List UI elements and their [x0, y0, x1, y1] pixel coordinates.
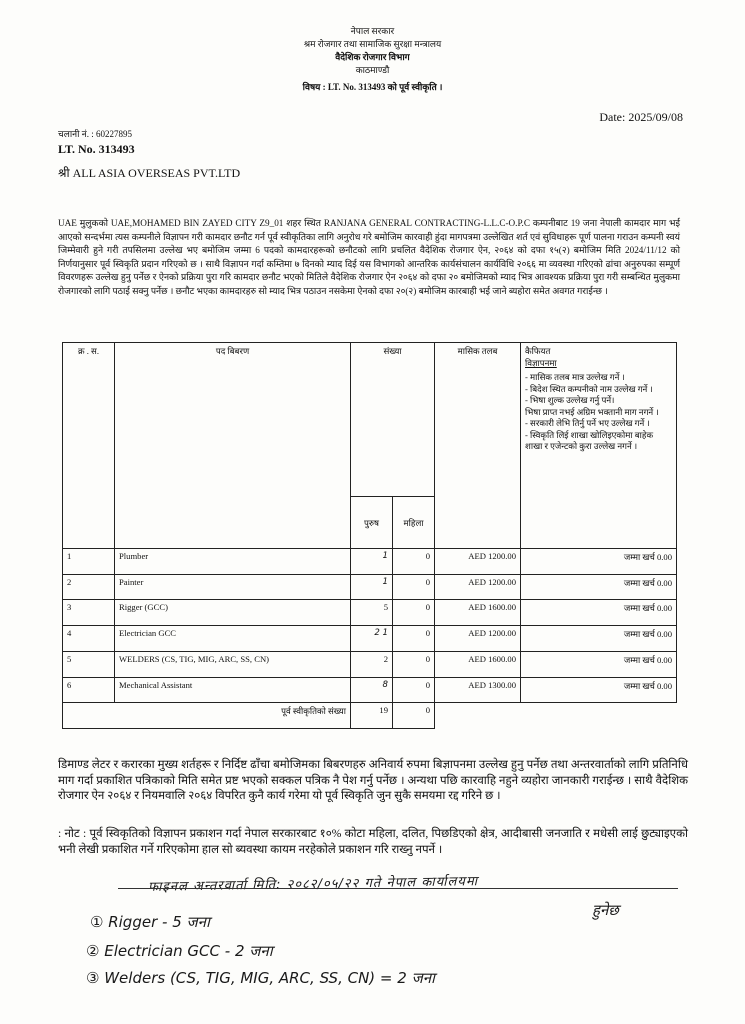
remark-item: - बिदेश स्थित कम्पनीको नाम उल्लेख गर्ने ।: [525, 383, 653, 394]
row-post: Plumber: [115, 549, 351, 575]
handwritten-signature: हुनेछ: [592, 901, 619, 919]
handwritten-underline: [118, 888, 678, 889]
row-male: 1: [351, 574, 393, 600]
row-male: 5: [351, 600, 393, 626]
row-female: 0: [393, 626, 435, 652]
remarks-title: विज्ञापनमा: [525, 358, 557, 368]
row-post: Mechanical Assistant: [115, 677, 351, 703]
job-table: [62, 342, 677, 729]
row-remark: जम्मा खर्च 0.00: [521, 651, 677, 677]
remark-item: भिषा प्राप्त नभई अग्रिम भक्तानी माग नगर्ने ।: [525, 406, 659, 417]
total-row: [63, 703, 677, 729]
empty-cell: [435, 703, 521, 729]
row-sn: 3: [63, 600, 115, 626]
row-salary: AED 1200.00: [435, 549, 521, 575]
header-female: महिला: [393, 497, 435, 549]
row-remark: जम्मा खर्च 0.00: [521, 549, 677, 575]
handwritten-item-rigger: ① Rigger - 5 जना: [90, 913, 210, 931]
remark-item: - स्विकृति लिई शाखा खोलिइएकोमा बाहेक शाखा र एजेन्टको कुरा उल्लेख नगर्ने ।: [525, 429, 654, 451]
chalani-number: चलानी नं. : 60227895: [58, 129, 132, 139]
header-post: पद बिबरण: [115, 343, 351, 549]
row-salary: AED 1600.00: [435, 651, 521, 677]
remark-item: - सरकारी लेभि तिर्नु पर्ने भए उल्लेख गर्ने ।: [525, 418, 650, 428]
letter-date: Date: 2025/09/08: [599, 110, 683, 124]
table-row: [63, 677, 677, 703]
row-post: Electrician GCC: [115, 626, 351, 652]
table-row: [63, 651, 677, 677]
row-female: 0: [393, 677, 435, 703]
row-remark: जम्मा खर्च 0.00: [521, 574, 677, 600]
row-post: Painter: [115, 574, 351, 600]
lt-number: LT. No. 313493: [58, 142, 135, 156]
total-label: पूर्व स्वीकृतिको संख्या: [63, 703, 351, 729]
remark-item: - भिषा शुल्क उल्लेख गर्नु पर्ने।: [525, 395, 615, 405]
header-department: वैदेशिक रोजगार विभाग: [335, 52, 410, 62]
table-row: [63, 600, 677, 626]
row-salary: AED 1200.00: [435, 574, 521, 600]
header-subject: विषय : LT. No. 313493 को पूर्व स्वीकृति ।: [302, 82, 443, 92]
table-row: [63, 574, 677, 600]
header-male: पुरुष: [351, 497, 393, 549]
total-female: 0: [393, 703, 435, 729]
footer-paragraph: डिमाण्ड लेटर र करारका मुख्य शर्तहरू र निर्दिष्ट ढाँचा बमोजिमका बिबरणहरु अनिवार्य रुपमा बिज्ञापनमा उल्लेख हुनु पर्नेछ तथा अन्तरवार्ताको लागि प्रतिनिधि माग गर्दा प्रकाशित पत्रिकाको मिति समेत प्रष्ट भएको सक्कल पत्रिक नै पेश गर्नु पर्नेछ । अन्यथा पछि कारवाहि नहुने व्यहोरा जानकारी गराईन्छ । साथै वैदेशिक रोजगार ऐन २०६४ र नियमवालि २०६४ विपरित कुनै कार्य गरेमा यो पूर्व स्विकृति जुन सुकै समयमा रद्द गरिने छ ।: [58, 758, 688, 803]
row-post: WELDERS (CS, TIG, MIG, ARC, SS, CN): [115, 651, 351, 677]
row-male: 8: [351, 677, 393, 703]
row-female: 0: [393, 549, 435, 575]
row-remark: जम्मा खर्च 0.00: [521, 626, 677, 652]
row-salary: AED 1200.00: [435, 626, 521, 652]
table-row: [63, 626, 677, 652]
remarks-cell: [521, 343, 677, 549]
header-salary: मासिक तलब: [435, 343, 521, 549]
header-sn: क्र . स.: [63, 343, 115, 549]
row-female: 0: [393, 600, 435, 626]
remark-item: - मासिक तलब मात्र उल्लेख गर्ने ।: [525, 372, 625, 382]
row-post: Rigger (GCC): [115, 600, 351, 626]
header-ministry: श्रम रोजगार तथा सामाजिक सुरक्षा मन्त्रालय: [303, 39, 442, 49]
note-paragraph: : नोट : पूर्व स्विकृतिको विज्ञापन प्रकाशन गर्दा नेपाल सरकारबाट १०% कोटा महिला, दलित, पिछडिएको क्षेत्र, आदीबासी जनजाति र मधेसी लाई छुट्याइएको भनी लेखी प्रकाशित गर्ने गरिएकोमा हाल सो ब्यवस्था कायम नरहेकोले प्रकाशन गरि राख्नु नपर्ने ।: [58, 827, 688, 856]
row-sn: 1: [63, 549, 115, 575]
row-male: 2: [351, 651, 393, 677]
header-gov: नेपाल सरकार: [350, 26, 395, 36]
table-row: [63, 549, 677, 575]
row-male: 2 1: [351, 626, 393, 652]
row-sn: 5: [63, 651, 115, 677]
recipient: श्री ALL ASIA OVERSEAS PVT.LTD: [58, 166, 241, 180]
row-salary: AED 1300.00: [435, 677, 521, 703]
row-sn: 2: [63, 574, 115, 600]
handwritten-item-electrician: ② Electrician GCC - 2 जना: [86, 942, 273, 960]
handwritten-item-welders: ③ Welders (CS, TIG, MIG, ARC, SS, CN) = 2 जना: [86, 969, 435, 987]
row-female: 0: [393, 574, 435, 600]
row-remark: जम्मा खर्च 0.00: [521, 600, 677, 626]
row-female: 0: [393, 651, 435, 677]
row-sn: 6: [63, 677, 115, 703]
row-male: 1: [351, 549, 393, 575]
header-city: काठमाण्डौ: [355, 65, 390, 75]
row-sn: 4: [63, 626, 115, 652]
row-salary: AED 1600.00: [435, 600, 521, 626]
header-remarks: कैफियत: [525, 346, 551, 356]
empty-cell: [521, 703, 677, 729]
row-remark: जम्मा खर्च 0.00: [521, 677, 677, 703]
body-paragraph: UAE मुलुकको UAE,MOHAMED BIN ZAYED CITY Z9_01 शहर स्थित RANJANA GENERAL CONTRACTING-L.L.C-O.P.C कम्पनीबाट 19 जना नेपाली कामदार माग भई आएको सन्दर्भमा त्यस कम्पनीले विज्ञापन गरी कामदार छनौट गर्न पूर्व स्वीकृतिका लागि अनुरोध गरे बमोजिम कारवाही हुंदा मागपत्रमा उल्लेखित शर्त एवं सुविधाहरू पूर्ण पालना गराउन कम्पनी स्वयं जिम्मेवारी हुने गरी तपसिलमा उल्लेख भए बमोजिम जम्मा 6 पदको कामदारहरूको छनौटको लागि प्रचलित वैदेशिक रोजगार ऐन, २०६४ को दफा १५(२) बमोजिम मिति 2024/11/12 को निर्णयानुसार पूर्व स्विकृति प्रदान गरिएको छ । साथै विज्ञापन गर्दा कम्तिमा ७ दिनको म्याद दिई यस विभागको आन्तरिक कार्यसंचालन कार्यविधि २०६६ मा व्यवस्था गरिएको ढांचा अनुरुपका सम्पूर्ण विवरणहरू उल्लेख हुनु पर्नेछ र ऐनको प्रक्रिया पुरा गरि कामदार छनौट भएको मितिले वैदेशिक रोजगार ऐन २०६४ को दफा २० बमोजिमको म्याद भित्र आवश्यक प्रक्रिया पुरा गरी सम्बन्धित मुलुकमा रोजगारको लागि पठाई सक्नु पर्नेछ । छनौट भएका कामदारहरु सो म्याद भित्र पठाउन नसकेमा ऐनको दफा २०(२) बमोजिम कारबाही भई जाने ब्यहोरा समेत अवगत गराईन्छ ।: [58, 218, 680, 296]
handwritten-interview-note: फाइनल अन्तरवार्ता मिति: २०८२/०५/२२ गते नेपाल कार्यालयमा: [147, 874, 479, 895]
total-male: 19: [351, 703, 393, 729]
header-count: संख्या: [351, 343, 435, 497]
